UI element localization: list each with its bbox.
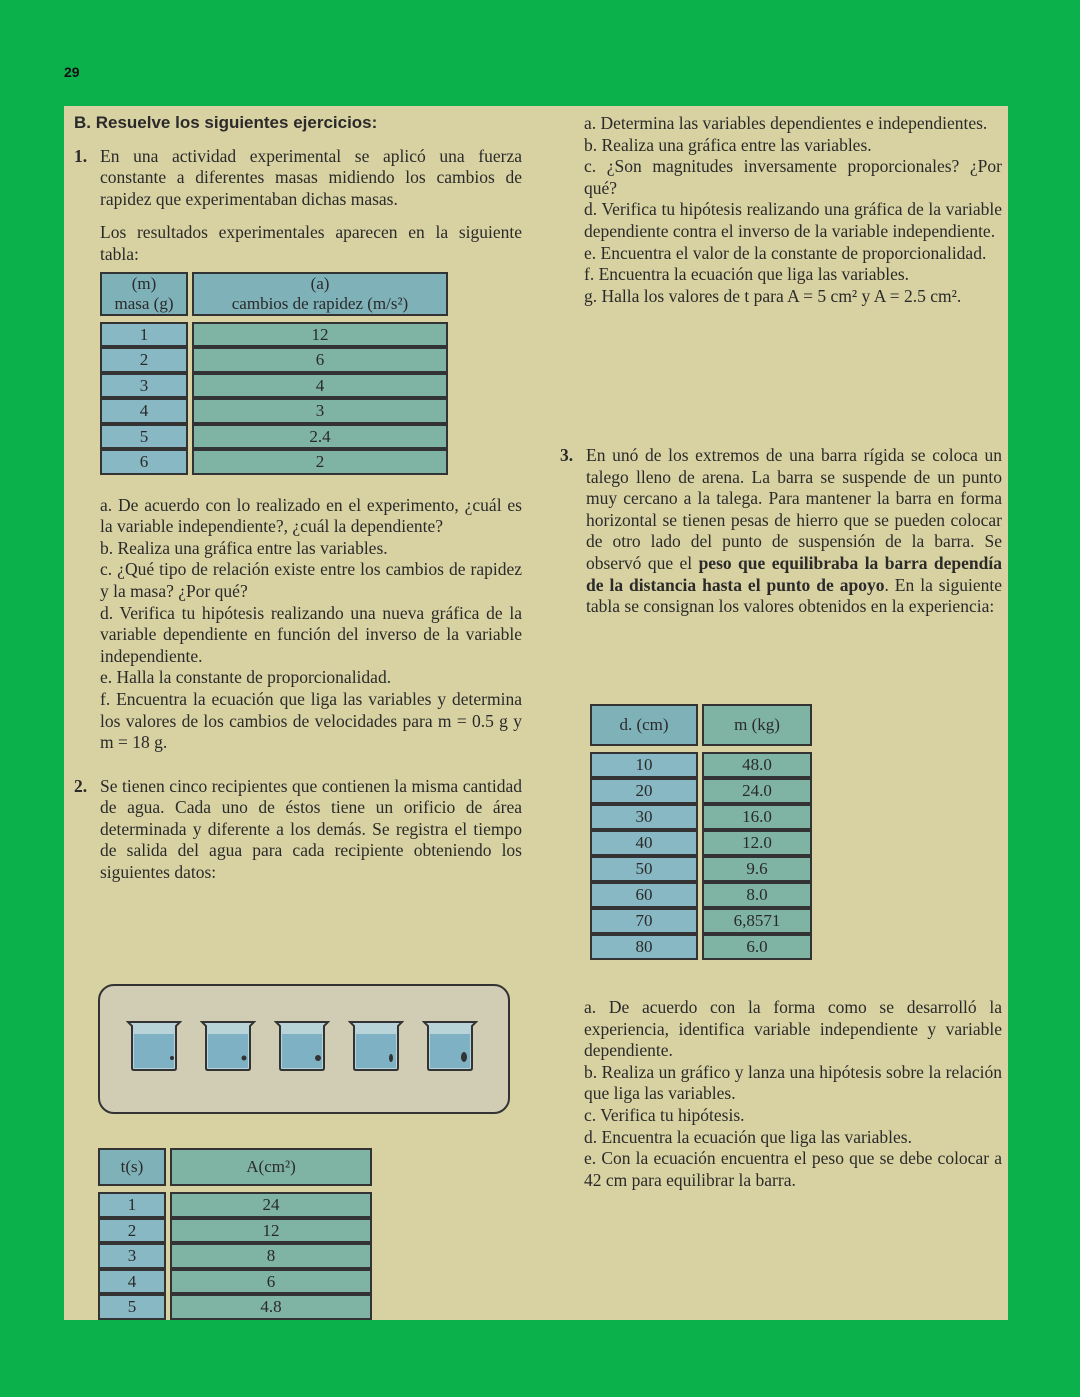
question-item: g. Halla los valores de t para A = 5 cm² y A = 2.5 cm².: [584, 285, 962, 306]
table-row: [100, 373, 448, 399]
table-row: [98, 1294, 372, 1320]
question-item: c. ¿Son magnitudes inversamente proporcionales? ¿Por qué?: [584, 156, 1002, 198]
table-cell: 2: [192, 449, 448, 475]
table-cell: 4.8: [170, 1294, 372, 1320]
beaker-icon: [274, 1020, 330, 1072]
question-item: f. Encuentra la ecuación que liga las variables y determina los valores de los cambios de velocidades para m = 0.5 g y m = 18 g.: [100, 688, 522, 753]
exercise-1-questions: [100, 495, 522, 754]
exercise-2-questions: [584, 113, 1002, 307]
table-cell: 6: [100, 449, 188, 475]
table-row: [590, 908, 812, 934]
exercise-2-number: 2.: [74, 775, 88, 796]
exercise-2-questions-column: [584, 113, 1002, 307]
table-row: [590, 934, 812, 960]
exercise-2: [74, 776, 522, 884]
table-cell: 9.6: [702, 856, 812, 882]
table-cell: 10: [590, 752, 698, 778]
question-item: e. Encuentra el valor de la constante de proporcionalidad.: [584, 242, 987, 263]
table-cell: 6.0: [702, 934, 812, 960]
table-cell: 3: [100, 373, 188, 399]
intro-emphasis: peso que equilibraba la barra dependía de la distancia hasta el punto de apoyo: [586, 552, 1002, 595]
table-header-distance: d. (cm): [590, 704, 698, 746]
table-header-mass: m (kg): [702, 704, 812, 746]
header-line: (a): [310, 273, 330, 293]
time-area-table: [94, 1148, 376, 1320]
table-row: [100, 322, 448, 348]
table-header-row: [590, 704, 812, 746]
beaker-icon: [422, 1020, 478, 1072]
header-line: masa (g): [114, 293, 174, 313]
table-cell: 6: [192, 347, 448, 373]
table-row: [100, 347, 448, 373]
table-header-row: [98, 1148, 372, 1186]
exercise-1-intro: En una actividad experimental se aplicó una fuerza constante a diferentes masas midiendo los cambios de rapidez que experimentaban dichas masas.: [100, 145, 522, 209]
table-cell: 1: [98, 1192, 166, 1218]
question-item: a. De acuerdo con la forma como se desarrolló la experiencia, identifica variable independiente y variable dependiente.: [584, 997, 1002, 1061]
table-cell: 12: [192, 322, 448, 348]
intro-text: En unó de los extremos de una barra rígida se coloca un talego lleno de arena. La barra se suspende de un punto muy cercano a la talega. Para mantener la barra en forma horizontal se tienen pesas de hierro que se pueden colocar de otro lado del punto de suspensión de la barra. Se observó que el: [586, 445, 1002, 573]
table-row: [98, 1243, 372, 1269]
table-cell: 6,8571: [702, 908, 812, 934]
table-cell: 12: [170, 1218, 372, 1244]
exercise-1-number: 1.: [74, 145, 88, 166]
mass-acceleration-table: [96, 272, 452, 475]
header-line: (m): [131, 273, 157, 293]
table-cell: 30: [590, 804, 698, 830]
table-cell: 70: [590, 908, 698, 934]
beaker-icon: [126, 1020, 182, 1072]
table-row: [100, 449, 448, 475]
beaker-icon: [348, 1020, 404, 1072]
table-header-area: A(cm²): [170, 1148, 372, 1186]
table-row: [590, 882, 812, 908]
table-cell: 2: [98, 1218, 166, 1244]
table-cell: 4: [192, 373, 448, 399]
question-item: f. Encuentra la ecuación que liga las variables.: [584, 264, 910, 285]
section-title: B. Resuelve los siguientes ejercicios:: [74, 113, 378, 132]
table-cell: 6: [170, 1269, 372, 1295]
table-header-time: t(s): [98, 1148, 166, 1186]
table-cell: 2.4: [192, 424, 448, 450]
table-cell: 20: [590, 778, 698, 804]
table-row: [590, 804, 812, 830]
table-row: [98, 1192, 372, 1218]
page-number: 29: [64, 64, 80, 80]
question-item: b. Realiza una gráfica entre las variables.: [584, 134, 872, 155]
exercise-3-questions: [584, 997, 1002, 1191]
table-row: [590, 752, 812, 778]
exercise-3-questions-column: [584, 997, 1002, 1191]
question-item: c. Verifica tu hipótesis.: [584, 1104, 745, 1125]
table-header-row: [100, 272, 448, 316]
table-cell: 8.0: [702, 882, 812, 908]
table-cell: 8: [170, 1243, 372, 1269]
question-item: b. Realiza una gráfica entre las variables.: [100, 537, 388, 558]
question-item: d. Encuentra la ecuación que liga las variables.: [584, 1126, 912, 1147]
table-header-acceleration: [192, 272, 448, 316]
exercise-1: [74, 146, 522, 754]
beaker-icon: [200, 1020, 256, 1072]
table-cell: 3: [98, 1243, 166, 1269]
table-row: [98, 1269, 372, 1295]
table-cell: 16.0: [702, 804, 812, 830]
question-item: d. Verifica tu hipótesis realizando una gráfica de la variable dependiente contra el inverso de la variable independiente.: [584, 199, 1002, 241]
exercise-3: [560, 445, 1002, 618]
question-item: a. Determina las variables dependientes e independientes.: [584, 113, 988, 133]
table-cell: 3: [192, 398, 448, 424]
table-row: [98, 1218, 372, 1244]
table-row: [100, 424, 448, 450]
distance-mass-table: [586, 704, 816, 960]
question-item: d. Verifica tu hipótesis realizando una nueva gráfica de la variable dependiente en función del inverso de la variable independiente.: [100, 602, 522, 666]
table-cell: 1: [100, 322, 188, 348]
table-cell: 24: [170, 1192, 372, 1218]
table-cell: 24.0: [702, 778, 812, 804]
question-item: e. Con la ecuación encuentra el peso que se debe colocar a 42 cm para equilibrar la barra.: [584, 1148, 1002, 1190]
table-row: [590, 856, 812, 882]
question-item: c. ¿Qué tipo de relación existe entre los cambios de rapidez y la masa? ¿Por qué?: [100, 559, 522, 601]
left-column: [74, 112, 522, 884]
header-line: cambios de rapidez (m/s²): [231, 293, 409, 313]
table-cell: 4: [100, 398, 188, 424]
table-header-mass: [100, 272, 188, 316]
question-item: a. De acuerdo con lo realizado en el experimento, ¿cuál es la variable independiente?, ¿cuál la dependiente?: [100, 494, 522, 537]
beakers-illustration: [98, 984, 510, 1114]
exercise-3-number: 3.: [560, 445, 574, 465]
table-cell: 80: [590, 934, 698, 960]
question-item: e. Halla la constante de proporcionalidad.: [100, 667, 392, 688]
table-cell: 50: [590, 856, 698, 882]
table-row: [100, 398, 448, 424]
table-cell: 5: [100, 424, 188, 450]
textbook-page: [64, 106, 1008, 1320]
table-cell: 48.0: [702, 752, 812, 778]
table-row: [590, 778, 812, 804]
table-cell: 40: [590, 830, 698, 856]
table-cell: 4: [98, 1269, 166, 1295]
intro-text-end: . En la siguiente tabla se consignan los valores obtenidos en la experiencia:: [586, 574, 1002, 617]
exercise-2-intro: Se tienen cinco recipientes que contienen la misma cantidad de agua. Cada uno de éstos tiene un orificio de área determinada y diferente a los demás. Se registra el tiempo de salida del agua para cada recipiente obteniendo los siguientes datos:: [100, 775, 522, 883]
exercise-1-lead: Los resultados experimentales aparecen en la siguiente tabla:: [100, 222, 522, 264]
table-cell: 2: [100, 347, 188, 373]
question-item: b. Realiza un gráfico y lanza una hipótesis sobre la relación que liga las variables.: [584, 1061, 1002, 1104]
table-cell: 12.0: [702, 830, 812, 856]
table-cell: 60: [590, 882, 698, 908]
table-cell: 5: [98, 1294, 166, 1320]
table-row: [590, 830, 812, 856]
exercise-3-intro: [586, 445, 1002, 618]
